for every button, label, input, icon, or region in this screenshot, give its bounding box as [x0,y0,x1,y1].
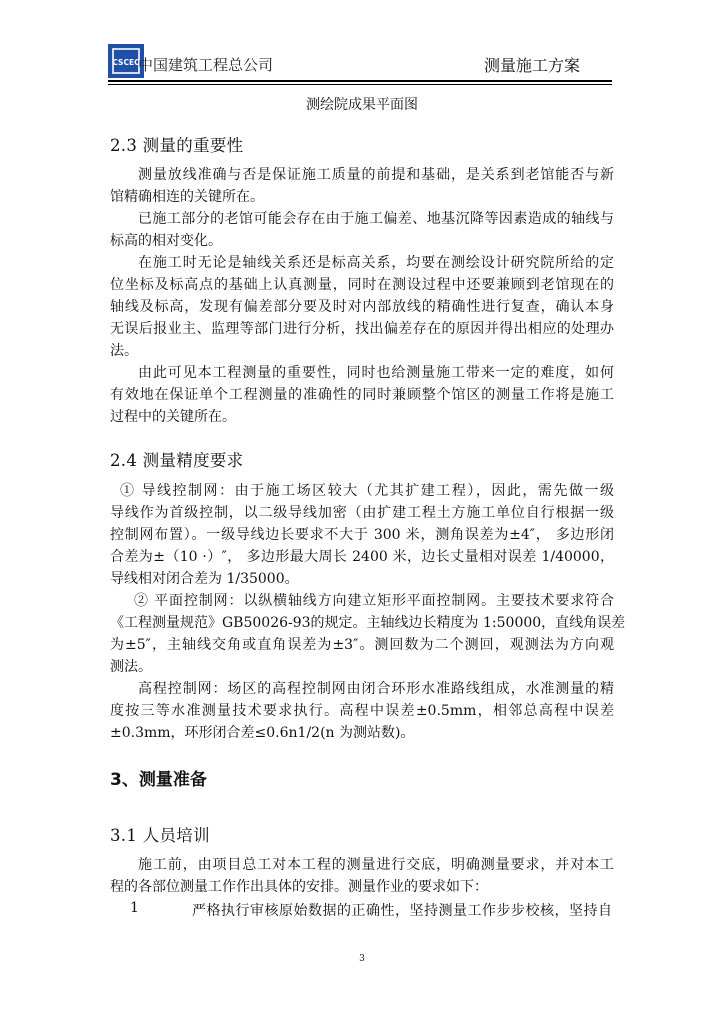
paragraph-line: 有效地在保证单个工程测量的准确性的同时兼顾整个馆区的测量工作将是施工 [110,387,614,403]
paragraph-line: 位坐标及标高点的基础上认真测量，同时在测设过程中还要兼顾到老馆现在的 [110,277,614,293]
paragraph-line: ① 导线控制网：由于施工场区较大（尤其扩建工程），因此，需先做一级 [120,483,614,499]
section-heading-3-1: 3.1 人员培训 [110,826,210,845]
figure-caption: 测绘院成果平面图 [306,97,418,113]
paragraph-line: 导线相对闭合差为 1/35000。 [110,571,299,587]
company-name: 中国建筑工程总公司 [138,56,274,74]
header-rule-thick [108,80,612,82]
paragraph-line: 测量放线准确与否是保证施工质量的前提和基础，是关系到老馆能否与新 [138,167,614,183]
list-item-text: 严格执行审核原始数据的正确性，坚持测量工作步步校核，坚持自 [192,903,612,919]
paragraph-line: 导线作为首级控制，以二级导线加密（由扩建工程土方施工单位自行根据一级 [110,505,614,521]
logo-lettering: CSCEC [112,58,140,67]
paragraph-line: 度按三等水准测量技术要求执行。高程中误差±0.5mm，相邻总高程中误差 [110,703,614,719]
paragraph-line: ±0.3mm，环形闭合差≤0.6n1/2(n 为测站数)。 [110,725,415,741]
section-heading-3: 3、测量准备 [110,770,207,790]
list-item-number: 1 [130,900,139,916]
section-heading-2-4: 2.4 测量精度要求 [110,451,244,470]
section-heading-2-3: 2.3 测量的重要性 [110,136,244,155]
paragraph-line: ② 平面控制网：以纵横轴线方向建立矩形平面控制网。主要技术要求符合 [134,593,614,609]
paragraph-line: 无误后报业主、监理等部门进行分析，找出偏差存在的原因并得出相应的处理办 [110,321,614,337]
paragraph-line: 程的各部位测量工作作出具体的安排。测量作业的要求如下： [110,879,488,895]
paragraph-line: 为±5″，主轴线交角或直角误差为±3″。测回数为二个测回，观测法为方向观 [110,637,614,653]
page-number: 3 [359,954,365,964]
paragraph-line: 轴线及标高，发现有偏差部分要及时对内部放线的精确性进行复查，确认本身 [110,299,614,315]
paragraph-line: 馆精确相连的关键所在。 [110,189,264,205]
paragraph-line: 测法。 [110,659,152,675]
paragraph-line: 过程中的关键所在。 [110,409,236,425]
document-title: 测量施工方案 [483,56,580,75]
paragraph-line: 已施工部分的老馆可能会存在由于施工偏差、地基沉降等因素造成的轴线与 [138,211,614,227]
paragraph-line: 法。 [110,343,138,359]
paragraph-line: 标高的相对变化。 [110,233,222,249]
paragraph-line: 高程控制网：场区的高程控制网由闭合环形水准路线组成，水准测量的精 [138,681,614,697]
paragraph-line: 控制网布置）。一级导线边长要求不大于 300 米，测角误差为±4″， 多边形闭 [110,527,614,543]
paragraph-line: 合差为±（10 ·）″， 多边形最大周长 2400 米，边长丈量相对误差 1/40000， [110,549,614,565]
paragraph-line: 由此可见本工程测量的重要性，同时也给测量施工带来一定的难度，如何 [138,365,614,381]
paragraph-line: 《工程测量规范》GB50026-93的规定。主轴线边长精度为 1:50000，直线角误差 [110,615,626,631]
paragraph-line: 施工前，由项目总工对本工程的测量进行交底，明确测量要求，并对本工 [138,857,614,873]
page-header [108,44,612,80]
paragraph-line: 在施工时无论是轴线关系还是标高关系，均要在测绘设计研究院所给的定 [138,255,614,271]
header-rule-thin [108,84,612,85]
